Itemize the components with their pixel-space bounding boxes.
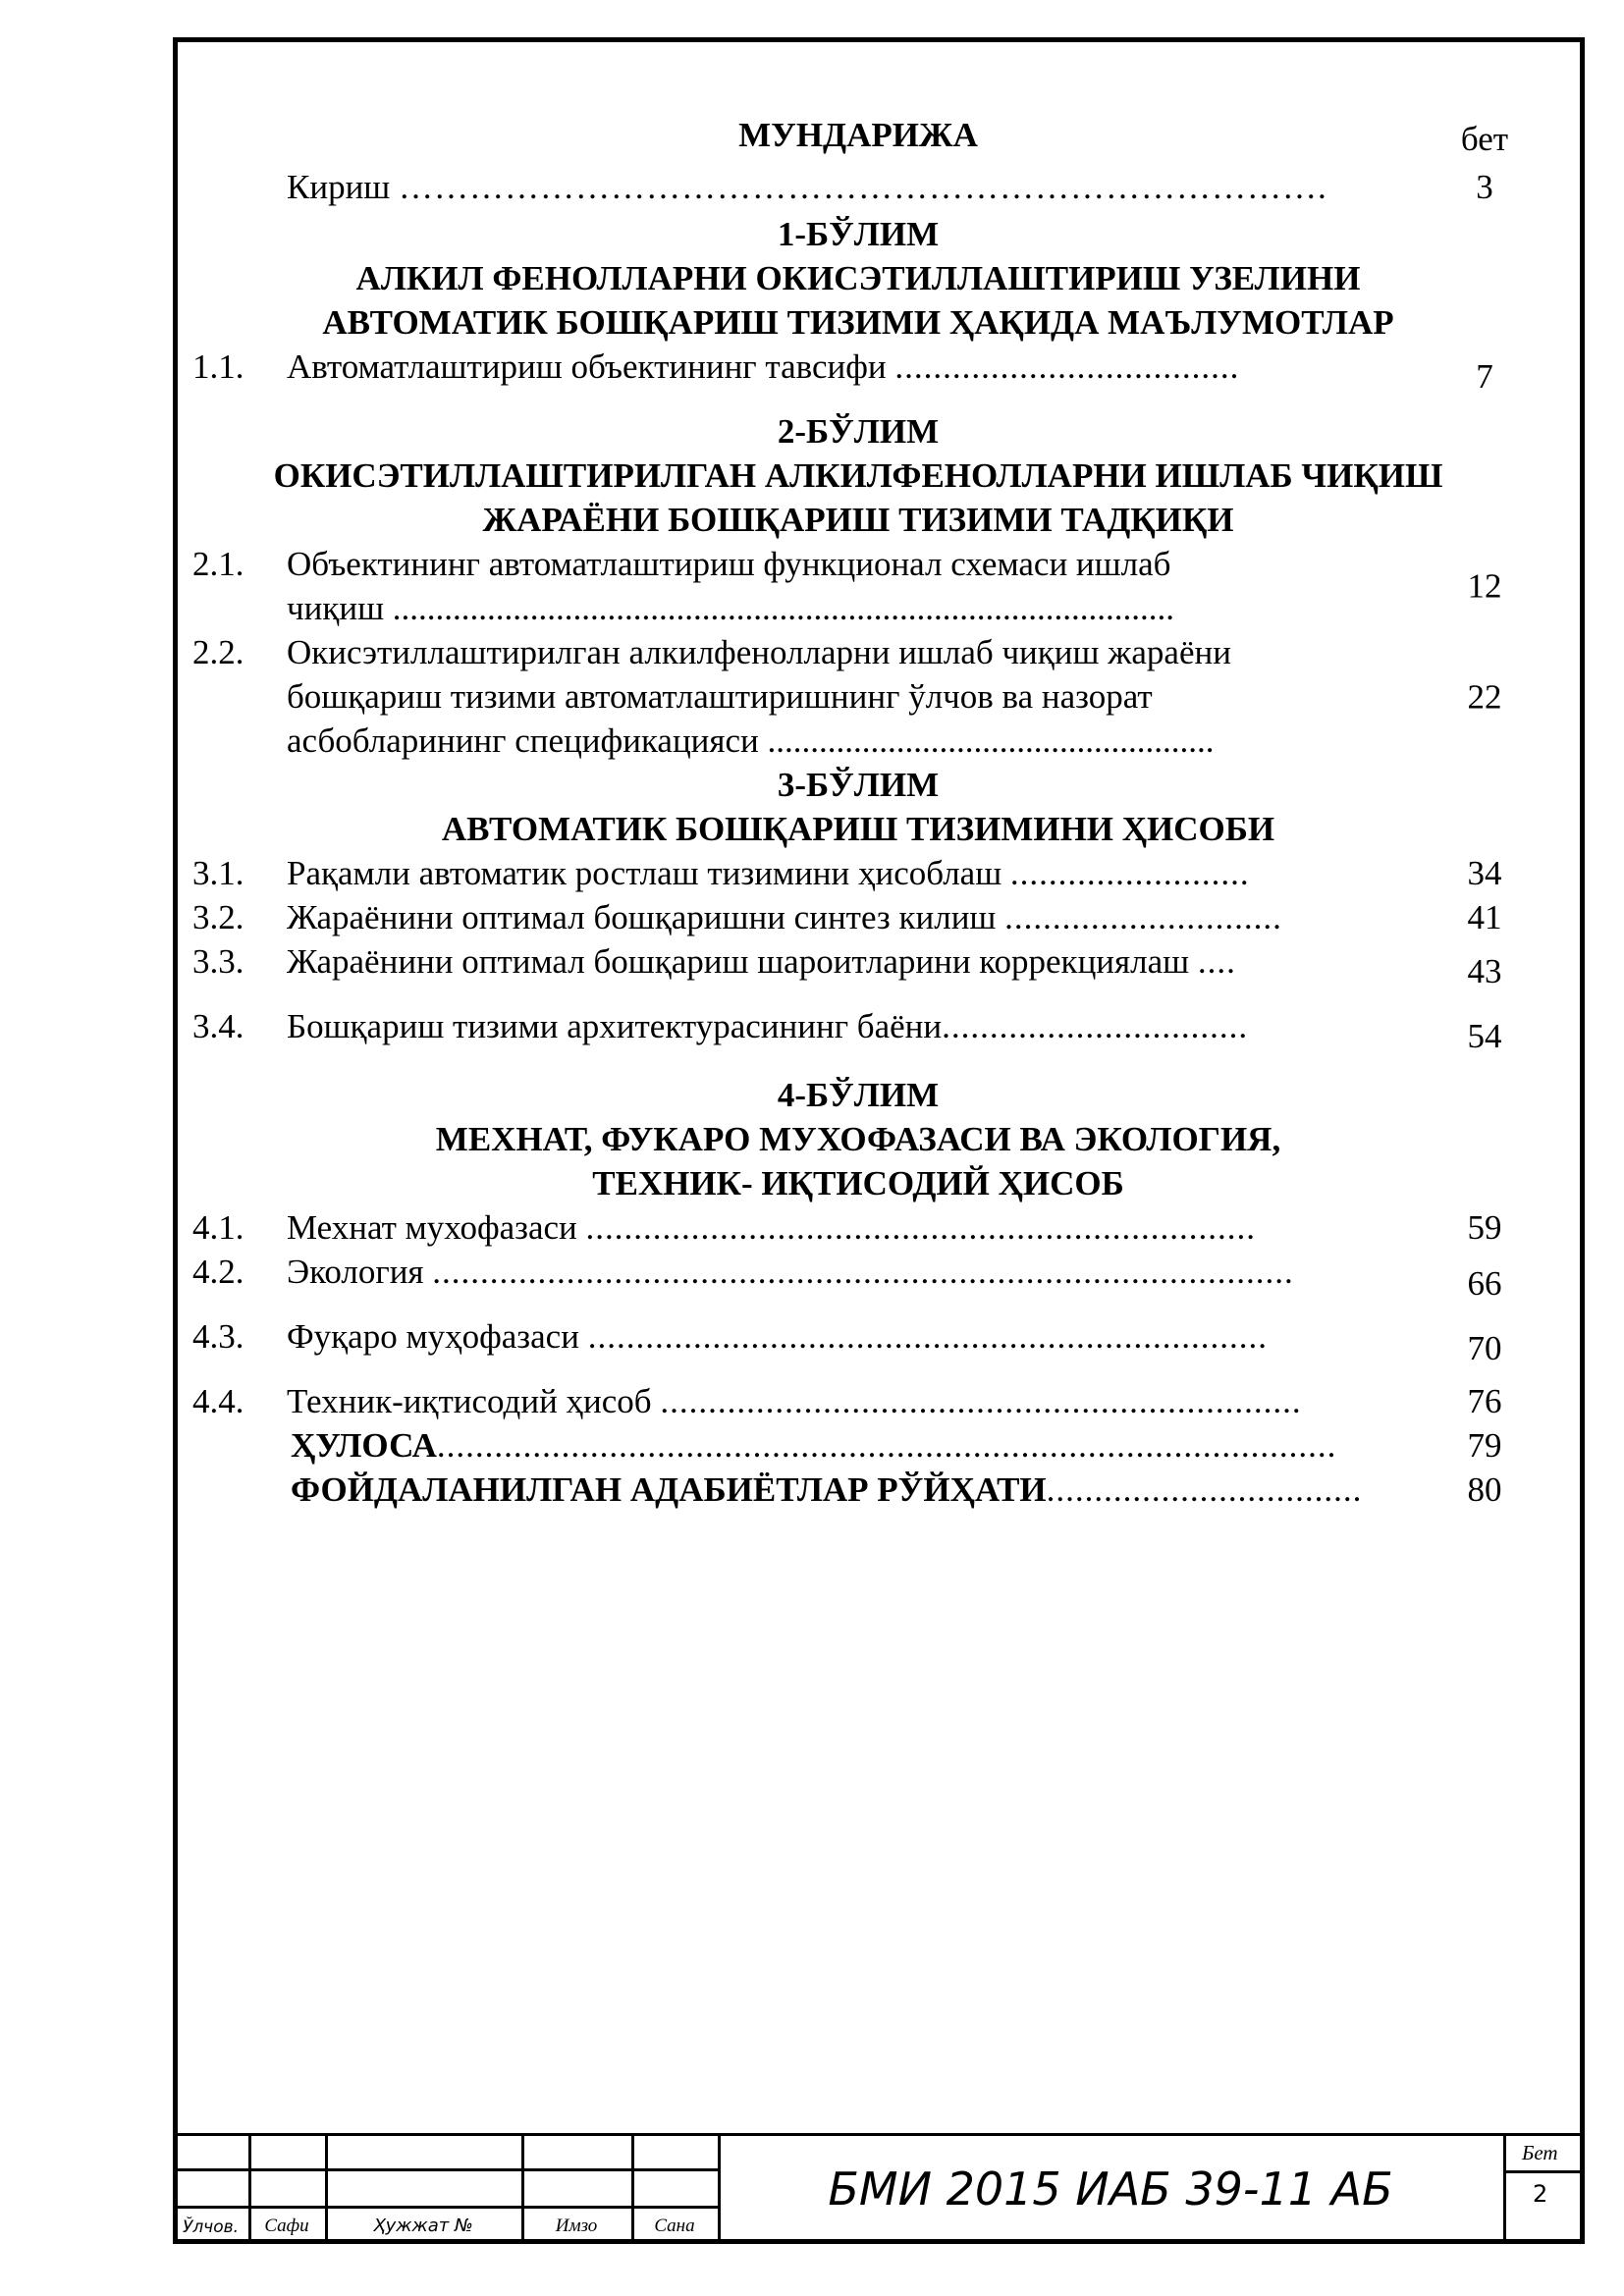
stamp-col-line bbox=[1503, 2133, 1506, 2244]
toc-entry-label: Бошқариш тизими архитектурасининг баёни bbox=[287, 1007, 943, 1045]
document-code: БМИ 2015 ИАБ 39-11 АБ bbox=[828, 2162, 1393, 2216]
toc-entry-number: 2.2. bbox=[192, 633, 244, 671]
toc-entry-4-3 bbox=[192, 1314, 1524, 1379]
leader-dots: ...................................................................... bbox=[585, 1208, 1257, 1247]
toc-entry-number: 4.2. bbox=[192, 1253, 244, 1291]
toc-entry-1-1 bbox=[192, 345, 1524, 405]
leader-dots: .................................... bbox=[894, 347, 1240, 386]
table-of-contents bbox=[192, 116, 1524, 1512]
leader-dots: ................................................................... bbox=[660, 1382, 1302, 1420]
toc-entry-number: 3.3. bbox=[192, 942, 244, 981]
toc-entry-label: ҲУЛОСА bbox=[291, 1426, 437, 1465]
section-1-heading: 1-БЎЛИМ АЛКИЛ ФЕНОЛЛАРНИ ОКИСЭТИЛЛАШТИРИШ УЗЕЛИНИ АВТОМАТИК БОШҚАРИШ ТИЗИМИ ҲАҚИДА МАЪЛУМОТЛАР bbox=[322, 215, 1394, 342]
toc-entry-label-line: бошқариш тизими автоматлаштиришнинг ўлчов ва назорат bbox=[287, 677, 1153, 716]
leader-dots: ......................... bbox=[1009, 854, 1250, 892]
title-block-stamp bbox=[173, 2133, 1585, 2244]
section-2-heading: 2-БЎЛИМ ОКИСЭТИЛЛАШТИРИЛГАН АЛКИЛФЕНОЛЛАРНИ ИШЛАБ ЧИҚИШ ЖАРАЁНИ БОШҚАРИШ ТИЗИМИ ТАДҚИҚИ bbox=[273, 412, 1443, 539]
toc-entry-label: Техник-иқтисодий ҳисоб bbox=[287, 1382, 652, 1420]
toc-entry-number: 4.3. bbox=[192, 1317, 244, 1356]
leader-dots: ............................. bbox=[1004, 898, 1282, 936]
toc-entry-references bbox=[192, 1468, 1524, 1512]
toc-entry-number: 4.1. bbox=[192, 1208, 244, 1247]
toc-entry-label: Фуқаро муҳофазаси bbox=[287, 1317, 579, 1356]
leader-dots: ................................. bbox=[1046, 1470, 1363, 1509]
stamp-row-line bbox=[173, 2168, 718, 2171]
toc-entry-label: Автоматлаштириш объектининг тавсифи bbox=[287, 347, 887, 386]
toc-entry-number: 3.1. bbox=[192, 854, 244, 892]
leader-dots: ................................ bbox=[942, 1007, 1249, 1045]
stamp-label-measure: Ўлчов. bbox=[182, 2217, 240, 2237]
toc-entry-page: 76 bbox=[1467, 1382, 1502, 1420]
stamp-sheet-label: Бет bbox=[1522, 2141, 1558, 2164]
toc-entry-page: 59 bbox=[1467, 1208, 1502, 1247]
toc-entry-page: 54 bbox=[1467, 1017, 1502, 1055]
toc-entry-page: 70 bbox=[1467, 1329, 1502, 1367]
section-4-heading: 4-БЎЛИМ МЕХНАТ, ФУКАРО МУХОФАЗАСИ ВА ЭКОЛОГИЯ, ТЕХНИК- ИҚТИСОДИЙ ҲИСОБ bbox=[435, 1076, 1281, 1202]
toc-entry-page: 12 bbox=[1467, 566, 1502, 606]
toc-title: МУНДАРИЖА bbox=[738, 116, 978, 154]
toc-entry-3-2 bbox=[192, 895, 1524, 939]
toc-entry-page: 79 bbox=[1467, 1426, 1502, 1465]
toc-entry-label-line: Объектининг автоматлаштириш функционал схемаси ишлаб bbox=[287, 545, 1171, 583]
toc-entry-number: 4.4. bbox=[192, 1382, 244, 1420]
toc-entry-page: 22 bbox=[1467, 677, 1502, 716]
section-3-heading: 3-БЎЛИМ АВТОМАТИК БОШҚАРИШ ТИЗИМИНИ ҲИСОБИ bbox=[441, 766, 1275, 848]
toc-entry-2-2 bbox=[192, 630, 1524, 763]
toc-entry-page: 34 bbox=[1467, 854, 1502, 892]
toc-entry-label: Рақамли автоматик ростлаш тизимини ҳисоблаш bbox=[287, 854, 1002, 892]
toc-entry-label: Кириш bbox=[287, 168, 391, 206]
toc-entry-number: 1.1. bbox=[192, 347, 244, 386]
stamp-label-document-no: Ҳужжат № bbox=[373, 2216, 473, 2236]
stamp-sheet-number: 2 bbox=[1533, 2180, 1548, 2208]
toc-header bbox=[192, 116, 1524, 165]
leader-dots: .......................................................................................... bbox=[432, 1253, 1294, 1291]
toc-entry-label-line: чиқиш ........................................................................................... bbox=[287, 589, 1175, 627]
leader-dots: .... bbox=[1197, 942, 1236, 981]
toc-entry-label: Экология bbox=[287, 1253, 424, 1291]
toc-entry-label-line: асбобларининг спецификацияси .................................................... bbox=[287, 721, 1215, 760]
toc-entry-number: 3.4. bbox=[192, 1007, 244, 1045]
toc-entry-page: 80 bbox=[1467, 1470, 1502, 1509]
toc-entry-4-4 bbox=[192, 1379, 1524, 1423]
toc-entry-3-3 bbox=[192, 939, 1524, 1004]
toc-entry-page: 41 bbox=[1467, 898, 1502, 936]
toc-entry-intro bbox=[192, 165, 1524, 212]
toc-entry-2-1 bbox=[192, 542, 1524, 630]
toc-entry-3-1 bbox=[192, 851, 1524, 895]
stamp-label-signature: Имзо bbox=[555, 2216, 598, 2236]
toc-entry-page: 43 bbox=[1467, 952, 1502, 990]
toc-page-column-label: бет bbox=[1460, 120, 1509, 158]
toc-entry-4-1 bbox=[192, 1205, 1524, 1250]
toc-entry-number: 2.1. bbox=[192, 545, 244, 583]
leader-dots: ....................................................................... bbox=[587, 1317, 1268, 1356]
toc-entry-label: Жараёнини оптимал бошқаришни синтез килиш bbox=[287, 898, 997, 936]
toc-entry-label-line: Окисэтиллаштирилган алкилфенолларни ишлаб чиқиш жараёни bbox=[287, 633, 1231, 671]
stamp-label-date: Сана bbox=[654, 2216, 695, 2236]
stamp-row-line bbox=[173, 2206, 718, 2209]
toc-entry-page: 7 bbox=[1476, 357, 1493, 396]
stamp-sheet-row-line bbox=[1503, 2170, 1585, 2173]
stamp-label-sheet-rows: Сафи bbox=[264, 2216, 309, 2236]
toc-entry-4-2 bbox=[192, 1250, 1524, 1314]
toc-entry-label: Мехнат мухофазаси bbox=[287, 1208, 577, 1247]
toc-entry-number: 3.2. bbox=[192, 898, 244, 936]
toc-entry-page: 66 bbox=[1467, 1264, 1502, 1303]
leader-dots: .............................................................................................. bbox=[436, 1426, 1337, 1465]
toc-entry-page: 3 bbox=[1476, 168, 1493, 206]
toc-entry-conclusion bbox=[192, 1423, 1524, 1468]
leader-dots: ……………………………………………………………………. bbox=[399, 168, 1327, 206]
toc-entry-3-4 bbox=[192, 1004, 1524, 1069]
toc-entry-label: Жараёнини оптимал бошқариш шароитларини коррекциялаш bbox=[287, 942, 1190, 981]
toc-entry-label: ФОЙДАЛАНИЛГАН АДАБИЁТЛАР РЎЙҲАТИ bbox=[291, 1470, 1047, 1509]
